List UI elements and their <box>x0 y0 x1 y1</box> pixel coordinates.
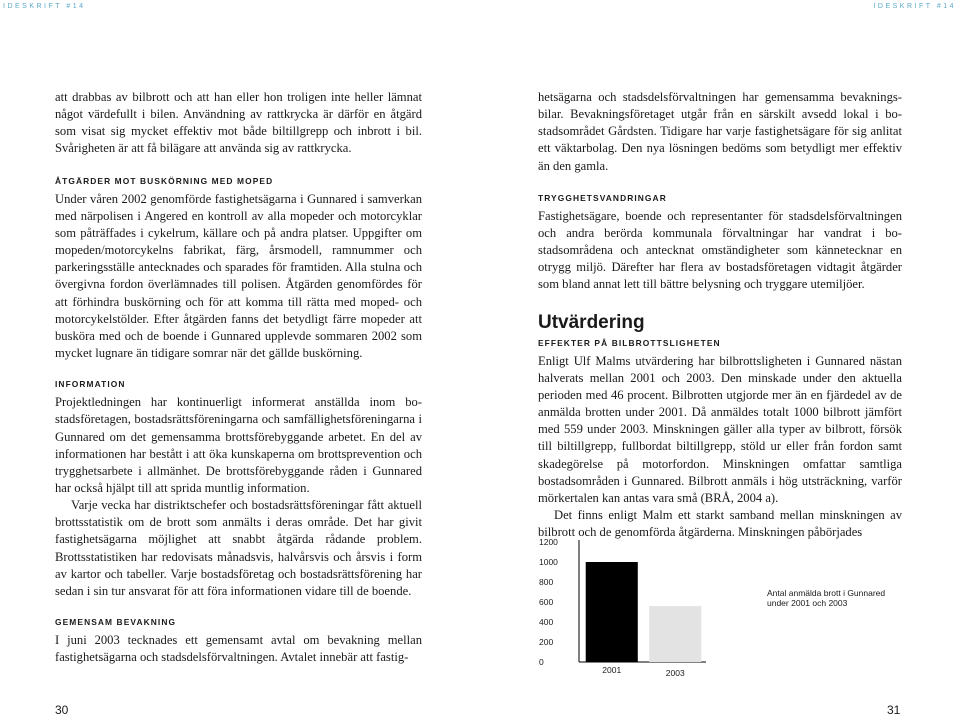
paragraph-trygghetsvandringar: Fastighetsägare, boende och representanter för stadsdelsförvaltningen och andra berörda kommunala förvaltningar har vandrat i bostadsområdena och antecknat omständigheter som kännetecknar en otrygg miljö. Därefter har flera av bostadsföretagen vidtagit åtgärder som bland annat lett till bättre belysning och tryggare utemiljöer. <box>538 208 902 292</box>
y-tick-label: 1000 <box>539 557 558 567</box>
heading-bevakning: GEMENSAM BEVAKNING <box>55 617 177 628</box>
y-tick-label: 0 <box>539 657 544 667</box>
paragraph-information-1: Projektledningen har kontinuerligt informerat anställda inom bostadsföretagen, bostadsrättsföreningarna och samfällighetsföreningarna i Gunnared om det gemensamma brottsförebyggande arbetet. En del av informationen har bestått i att öka kunskaperna om brottsprevention och trygghetsarbete i allmänhet. De brottsförebyggande råden i Gunnared har också hjälpt till att sprida muntlig information. <box>55 395 422 495</box>
y-tick-label: 200 <box>539 637 554 647</box>
heading-utvardering: Utvärdering <box>538 311 645 333</box>
page-number-right: 31 <box>887 703 901 717</box>
y-tick-label: 1200 <box>539 537 558 547</box>
bar-2003 <box>649 606 701 662</box>
x-tick-label-2001: 2001 <box>602 665 622 675</box>
running-header-left: IDESKRIFT #14 <box>3 3 86 10</box>
y-tick-label: 400 <box>539 617 554 627</box>
right-intro-paragraph: hetsägarna och stadsdelsförvaltningen har gemensamma bevakningsbilar. Bevakningsföretaget utgår från en särskilt avsedd lokal i bostadsområdet Gårdsten. Tidigare har varje fastighetsägare för sig anlitat ett väktarbolag. Den nya lösningen bedöms som betydligt mer effektiv än den gamla. <box>538 90 902 173</box>
heading-mopeder: ÅTGÄRDER MOT BUSKÖRNING MED MOPED <box>55 175 274 186</box>
x-tick-label-2003: 2003 <box>665 668 685 678</box>
paragraph-bevakning: I juni 2003 tecknades ett gemensamt avtal om bevakning mellan fastighetsägarna och stadsdelsförvaltningen. Avtalet innebär att fastig- <box>55 633 422 665</box>
y-tick-label: 600 <box>539 597 554 607</box>
paragraph-effekter-1: Enligt Ulf Malms utvärdering har bilbrottsligheten i Gunnared nästan halverats mellan 2001 och 2003. Den minskade under den aktuella perioden med 46 procent. Bilbrotten utgjorde mer än en fjärdedel av de anmälda brotten under 2001. Då anmäldes totalt 1000 bilbrott jämfört med 559 under 2003. Minskningen gäller alla typer av bilbrott, försök till biltillgrepp, fullbordat biltillgrepp, stöld ur eller från fordon samt skadegörelse på motorfordon. Minskningen omfattar samtliga bostadsområden i Gunnared. Bilbrott anmäls i hög utsträckning, varför mörkertalen kan antas vara små (BRÅ, 2004 a). <box>538 353 902 505</box>
page-number-left: 30 <box>55 703 69 717</box>
paragraph-effekter-2: Det finns enligt Malm ett starkt samband mellan minskningen av bilbrott och de genomförda åtgärderna. Minskningen påbörjades <box>538 507 902 540</box>
y-tick-label: 800 <box>539 577 554 587</box>
heading-information: INFORMATION <box>55 379 126 390</box>
left-intro-paragraph: att drabbas av bilbrott och att han eller hon troligen inte heller lämnat något värdefullt i bilen. Användning av rattkrycka är därför en åtgärd som visat sig mycket effektiv mot både biltillgrepp och inbrott i bil. Svårigheten är att få bilägare att använda sig av rattkrycka. <box>55 90 422 156</box>
left-column <box>55 89 422 666</box>
heading-trygghetsvandringar: TRYGGHETSVANDRINGAR <box>538 192 667 203</box>
right-column <box>538 89 902 541</box>
chart-legend-line: under 2001 och 2003 <box>767 598 848 608</box>
bar-2001 <box>586 562 638 662</box>
paragraph-information-2: Varje vecka har distriktschefer och bostadsrättsföreningar fått aktuell brottsstatistik om de brott som anmälts i deras område. Det har givit fastighetsägarna möjlighet att snabbt åtgärda rådande problem. Brottsstatistiken har redovisats månadsvis, halvårsvis och årsvis i form av kartor och tabeller. Varje bostadsföretag och bostadsrättsförening har sedan i sin tur ansvarat för att föra informationen vidare till de boende. <box>55 498 422 598</box>
running-header-right: IDESKRIFT #14 <box>873 3 956 10</box>
heading-effekter: EFFEKTER PÅ BILBROTTSLIGHETEN <box>538 337 721 348</box>
bar-chart <box>530 530 900 685</box>
paragraph-mopeder: Under våren 2002 genomförde fastighetsägarna i Gunnared i samverkan med närpolisen i Angered en kontroll av alla mopeder och motorcyklar som påträffades i cykelrum, källare och på andra platser. Uppgifter om mopeden/motorcykelns fabrikat, färg, årsmodell, ramnummer och parkeringsställe antecknades och sparades för framtiden. Alla stulna och övergivna fordon överlämnades till polisen. Åtgärden genomfördes för att förhindra buskörning och för att komma till rätta med moped- och motorcykelstölder. Efter åtgärden fanns det betydligt färre mopeder att busköra med och de boende i Gunnared upplevde sommaren 2002 som mycket lugnare än tidigare somrar när det gällde buskörning. <box>55 191 422 361</box>
chart-legend-line: Antal anmälda brott i Gunnared <box>767 588 886 598</box>
